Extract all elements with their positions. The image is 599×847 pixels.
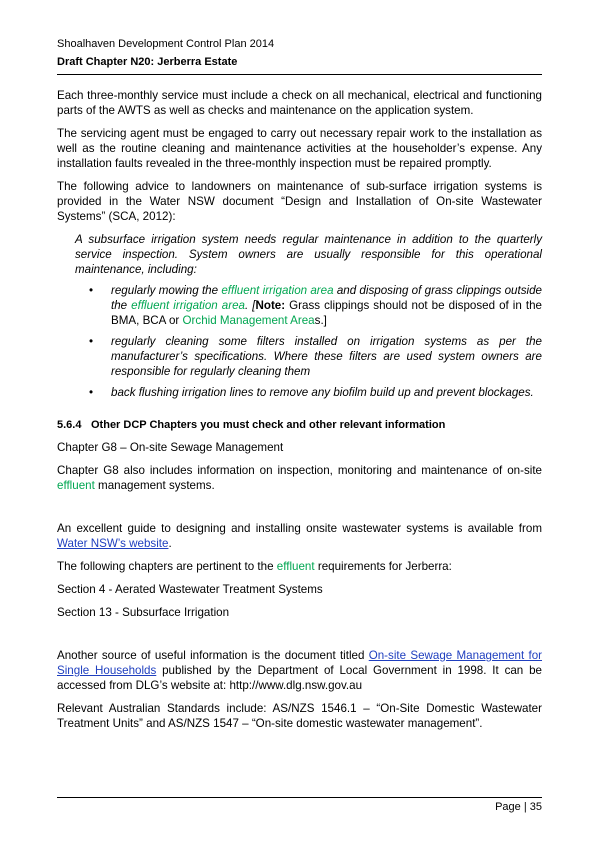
- bullet-symbol: •: [89, 284, 94, 297]
- list-item: [89, 283, 542, 328]
- water-nsw-website-link[interactable]: Water NSW’s website: [57, 537, 169, 550]
- bullet-text: back flushing irrigation lines to remove any biofilm build up and prevent blockages.: [111, 386, 534, 399]
- section-number: 5.6.4: [57, 419, 82, 431]
- bullet-text: and disposing of grass clippings outside the: [111, 284, 542, 312]
- paragraph-irrigation-advice: The following advice to landowners on maintenance of sub-surface irrigation systems is provided in the Water NSW document “Design and Installation of On-site Wastewater Systems” (SCA, 2012):: [57, 180, 542, 223]
- note-text: Grass clippings should not be disposed of in the BMA, BCA or: [111, 299, 543, 327]
- paragraph-text: management systems.: [94, 479, 215, 492]
- paragraph-standards: Relevant Australian Standards include: AS/NZS 1546.1 – “On-Site Domestic Wastewater Treatment Units” and AS/NZS 1547 – “On-site domestic wastewater management”.: [57, 702, 542, 730]
- paragraph-text: Another source of useful information is the document titled: [57, 649, 369, 662]
- section-4-line: Section 4 - Aerated Wastewater Treatment Systems: [57, 583, 323, 596]
- paragraph-text: .: [168, 537, 172, 550]
- page-number: Page | 35: [495, 801, 542, 813]
- maintenance-list: [89, 283, 542, 400]
- effluent-term: effluent: [276, 560, 315, 573]
- paragraph-text: published by the Department of Local Government in 1998. It can be accessed from DLG’s website at: http://www.dlg.nsw.gov.au: [57, 664, 542, 692]
- note-text: s.]: [314, 314, 327, 327]
- onsite-sewage-management-link[interactable]: On-site Sewage Management for Single Households: [57, 649, 543, 677]
- orchid-management-area-term: Orchid Management Area: [182, 314, 315, 327]
- effluent-term: effluent: [57, 479, 95, 492]
- chapter-g8-line: Chapter G8 – On-site Sewage Management: [57, 441, 284, 454]
- bullet-text: regularly mowing the: [111, 284, 222, 297]
- list-item: [89, 385, 542, 400]
- effluent-irrigation-area-term: effluent irrigation area: [131, 299, 245, 312]
- paragraph-text: The following chapters are pertinent to the: [57, 560, 277, 573]
- header-divider: [57, 74, 542, 75]
- page-body: [57, 88, 542, 739]
- list-item: [89, 334, 542, 379]
- section-title: Other DCP Chapters you must check and other relevant information: [91, 419, 446, 431]
- quoted-advice: A subsurface irrigation system needs regular maintenance in addition to the quarterly service inspection. System owners are usually responsible for this operational maintenance, including:: [75, 233, 542, 276]
- paragraph-servicing-agent: The servicing agent must be engaged to carry out necessary repair work to the installation as well as the routine cleaning and maintenance activities at the householder’s expense. Any installation faults revealed in the three-monthly inspection must be repaired promptly.: [57, 127, 542, 170]
- chapter-title: Draft Chapter N20: Jerberra Estate: [57, 56, 238, 68]
- bullet-symbol: •: [89, 335, 94, 348]
- bullet-symbol: •: [89, 386, 94, 399]
- paragraph-text: Chapter G8 also includes information on inspection, monitoring and maintenance of on-site: [57, 464, 542, 477]
- paragraph-service-check: Each three-monthly service must include a check on all mechanical, electrical and functioning parts of the AWTS as well as checks and maintenance on the application system.: [57, 89, 542, 117]
- footer-divider: [57, 797, 542, 798]
- page-header: [57, 37, 542, 69]
- section-heading: [57, 418, 542, 433]
- effluent-irrigation-area-term: effluent irrigation area: [221, 284, 334, 297]
- paragraph-guide: [57, 521, 542, 551]
- paragraph-text: An excellent guide to designing and installing onsite wastewater systems is available from: [57, 522, 542, 535]
- section-13-line: Section 13 - Subsurface Irrigation: [57, 606, 230, 619]
- plan-title: Shoalhaven Development Control Plan 2014: [57, 38, 275, 50]
- paragraph-chapter-g8: [57, 463, 542, 493]
- bullet-text: regularly cleaning some filters installed on irrigation systems as per the manufacturer’s specifications. Where these filters are used system owners are responsible for regularly cleaning them: [111, 335, 542, 378]
- paragraph-text: requirements for Jerberra:: [314, 560, 452, 573]
- paragraph-other-source: [57, 648, 542, 693]
- note-label: Note:: [255, 299, 286, 312]
- bullet-text: . [: [244, 299, 256, 312]
- paragraph-pertinent-chapters: [57, 559, 542, 574]
